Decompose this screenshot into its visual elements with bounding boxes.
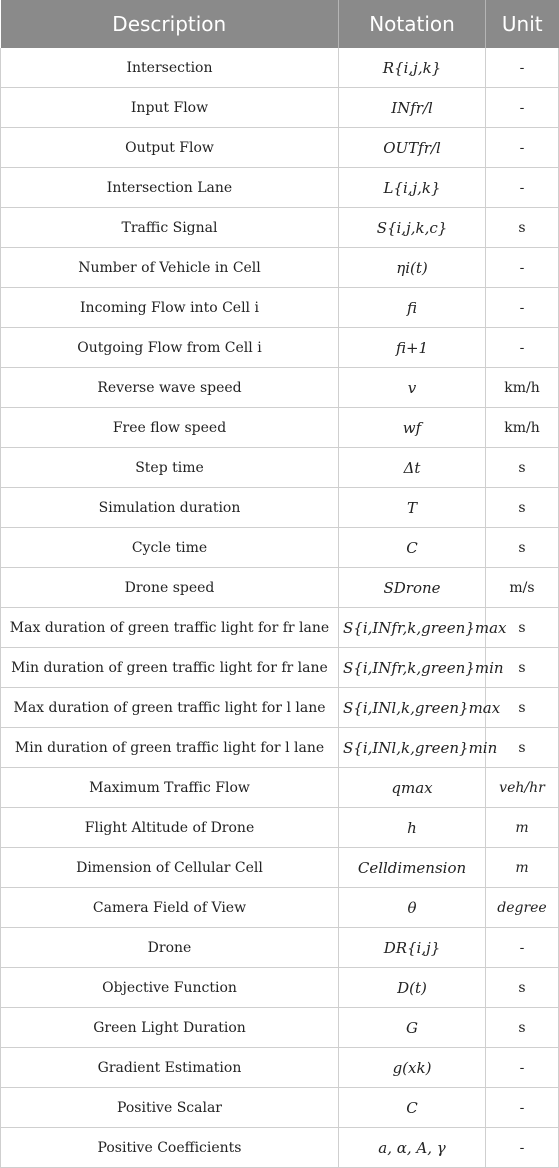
unit-cell: - (486, 128, 559, 168)
table-row (1, 848, 559, 888)
table-row (1, 1128, 559, 1168)
header-row (1, 0, 559, 48)
description-cell: Input Flow (1, 88, 339, 128)
description-cell: Gradient Estimation (1, 1048, 339, 1088)
table-row (1, 568, 559, 608)
table-body (1, 48, 559, 1168)
description-cell: Dimension of Cellular Cell (1, 848, 339, 888)
unit-cell: - (486, 48, 559, 88)
header-description: Description (1, 0, 339, 48)
notation-cell: S{i,INfr,k,green}min (339, 648, 486, 688)
table-row (1, 728, 559, 768)
table-row (1, 888, 559, 928)
description-cell: Output Flow (1, 128, 339, 168)
notation-cell: ηi(t) (339, 248, 486, 288)
unit-cell: s (486, 528, 559, 568)
unit-cell: s (486, 488, 559, 528)
description-cell: Simulation duration (1, 488, 339, 528)
notation-cell: SDrone (339, 568, 486, 608)
table-row (1, 968, 559, 1008)
table-row (1, 208, 559, 248)
notation-cell: S{i,INfr,k,green}max (339, 608, 486, 648)
table-row (1, 688, 559, 728)
description-cell: Free flow speed (1, 408, 339, 448)
header-unit: Unit (486, 0, 559, 48)
notation-cell: Δt (339, 448, 486, 488)
description-cell: Green Light Duration (1, 1008, 339, 1048)
notation-cell: D(t) (339, 968, 486, 1008)
notation-cell: L{i,j,k} (339, 168, 486, 208)
notation-cell: R{i,j,k} (339, 48, 486, 88)
table-row (1, 248, 559, 288)
unit-cell: s (486, 1008, 559, 1048)
unit-cell: - (486, 1088, 559, 1128)
table-row (1, 648, 559, 688)
description-cell: Maximum Traffic Flow (1, 768, 339, 808)
table-row (1, 328, 559, 368)
description-cell: Number of Vehicle in Cell (1, 248, 339, 288)
notation-cell: θ (339, 888, 486, 928)
notation-cell: OUTfr/l (339, 128, 486, 168)
notation-cell: g(xk) (339, 1048, 486, 1088)
description-cell: Traffic Signal (1, 208, 339, 248)
unit-cell: - (486, 168, 559, 208)
description-cell: Step time (1, 448, 339, 488)
unit-cell: - (486, 328, 559, 368)
unit-cell: m (486, 808, 559, 848)
notation-cell: h (339, 808, 486, 848)
unit-cell: m (486, 848, 559, 888)
description-cell: Max duration of green traffic light for fr lane (1, 608, 339, 648)
description-cell: Min duration of green traffic light for l lane (1, 728, 339, 768)
unit-cell: s (486, 968, 559, 1008)
notation-cell: C (339, 1088, 486, 1128)
unit-cell: s (486, 208, 559, 248)
unit-cell: - (486, 1048, 559, 1088)
unit-cell: m/s (486, 568, 559, 608)
table-row (1, 368, 559, 408)
description-cell: Outgoing Flow from Cell i (1, 328, 339, 368)
description-cell: Intersection (1, 48, 339, 88)
notation-cell: T (339, 488, 486, 528)
notation-cell: S{i,j,k,c} (339, 208, 486, 248)
description-cell: Reverse wave speed (1, 368, 339, 408)
notation-cell: DR{i,j} (339, 928, 486, 968)
description-cell: Min duration of green traffic light for fr lane (1, 648, 339, 688)
unit-cell: - (486, 1128, 559, 1168)
description-cell: Max duration of green traffic light for l lane (1, 688, 339, 728)
notation-cell: fi (339, 288, 486, 328)
table-row (1, 168, 559, 208)
table-row (1, 808, 559, 848)
description-cell: Drone (1, 928, 339, 968)
description-cell: Objective Function (1, 968, 339, 1008)
table-row (1, 1048, 559, 1088)
table-row (1, 928, 559, 968)
table-row (1, 408, 559, 448)
description-cell: Camera Field of View (1, 888, 339, 928)
notation-cell: G (339, 1008, 486, 1048)
unit-cell: degree (486, 888, 559, 928)
description-cell: Positive Scalar (1, 1088, 339, 1128)
table-header (1, 0, 559, 48)
unit-cell: - (486, 928, 559, 968)
table-row (1, 768, 559, 808)
table-row (1, 488, 559, 528)
unit-cell: s (486, 728, 559, 768)
unit-cell: - (486, 248, 559, 288)
notation-cell: v (339, 368, 486, 408)
unit-cell: s (486, 448, 559, 488)
table-row (1, 48, 559, 88)
header-notation: Notation (339, 0, 486, 48)
table-row (1, 528, 559, 568)
notation-cell: a, α, A, γ (339, 1128, 486, 1168)
description-cell: Cycle time (1, 528, 339, 568)
notation-cell: qmax (339, 768, 486, 808)
notation-cell: Celldimension (339, 848, 486, 888)
notation-cell: S{i,INl,k,green}min (339, 728, 486, 768)
unit-cell: s (486, 608, 559, 648)
table-row (1, 448, 559, 488)
notation-cell: fi+1 (339, 328, 486, 368)
unit-cell: km/h (486, 368, 559, 408)
description-cell: Positive Coefficients (1, 1128, 339, 1168)
unit-cell: - (486, 88, 559, 128)
table-row (1, 128, 559, 168)
table-row (1, 1008, 559, 1048)
unit-cell: s (486, 648, 559, 688)
notation-cell: wf (339, 408, 486, 448)
table-row (1, 88, 559, 128)
unit-cell: - (486, 288, 559, 328)
description-cell: Intersection Lane (1, 168, 339, 208)
table-row (1, 288, 559, 328)
unit-cell: veh/hr (486, 768, 559, 808)
table-row (1, 1088, 559, 1128)
notation-cell: C (339, 528, 486, 568)
notation-cell: S{i,INl,k,green}max (339, 688, 486, 728)
unit-cell: km/h (486, 408, 559, 448)
description-cell: Drone speed (1, 568, 339, 608)
table-row (1, 608, 559, 648)
unit-cell: s (486, 688, 559, 728)
description-cell: Flight Altitude of Drone (1, 808, 339, 848)
notation-cell: INfr/l (339, 88, 486, 128)
description-cell: Incoming Flow into Cell i (1, 288, 339, 328)
